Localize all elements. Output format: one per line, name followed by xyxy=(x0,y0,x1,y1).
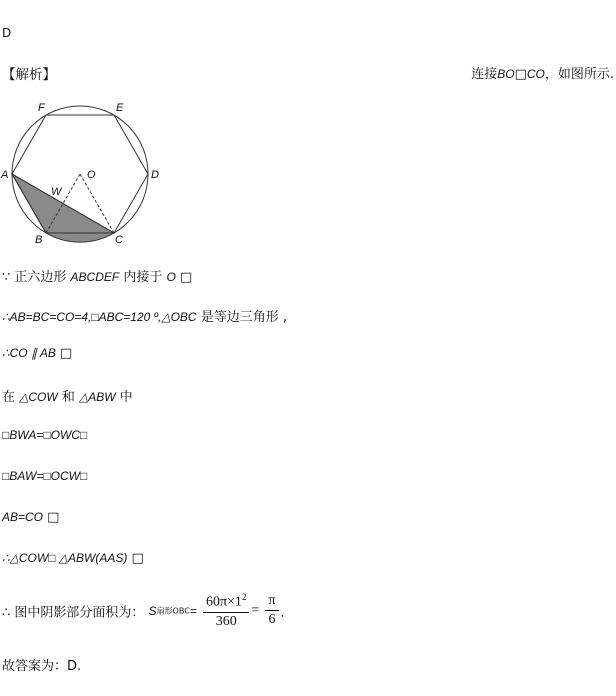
math-l3: ∴CO ∥ AB xyxy=(2,346,56,360)
math-abw: △ABW xyxy=(78,390,116,404)
answer-letter: D xyxy=(2,26,12,40)
text-l4-a: 在 xyxy=(2,390,20,405)
text-l8-end: □ xyxy=(127,551,144,566)
connect-text: 连接 xyxy=(471,67,498,82)
math-eq1: = xyxy=(189,603,197,618)
text-l7-end: □ xyxy=(43,510,60,525)
line-ab-co xyxy=(2,510,59,525)
label-a: A xyxy=(1,169,9,181)
fraction-area-numerator: $60\pi\times 1^2$ xyxy=(203,592,249,613)
text-l9-prefix: ∴ 图中阴影部分面积为： xyxy=(2,605,145,621)
text-l2: 是等边三角形 , xyxy=(196,310,287,325)
line-hexagon-inscribed xyxy=(2,266,192,285)
connect-box: □ xyxy=(514,67,527,82)
math-eq2: = xyxy=(251,602,260,618)
label-c: C xyxy=(115,234,123,246)
text-l4-b: 和 xyxy=(57,390,79,405)
math-s-subscript: 扇形OBC xyxy=(156,606,190,616)
text-l1-end: □ xyxy=(175,270,193,285)
label-d: D xyxy=(151,169,159,181)
fraction-result-numerator: π xyxy=(265,593,278,611)
label-o: O xyxy=(87,169,96,181)
math-l7: AB=CO xyxy=(2,510,44,524)
math-o: O xyxy=(166,270,176,284)
fraction-result-denominator: 6 xyxy=(268,612,276,628)
connect-seg1: BO xyxy=(497,67,515,81)
label-f: F xyxy=(38,102,45,114)
line-area xyxy=(2,592,294,630)
fraction-area xyxy=(203,592,249,630)
line-angle-bwa: □BWA=□OWC□ xyxy=(2,428,88,442)
text-l1-mid: 内接于 xyxy=(119,270,167,285)
line-congruent xyxy=(2,551,144,566)
math-cow: △COW xyxy=(19,390,58,404)
label-w: W xyxy=(51,186,62,198)
text-l9-end: ． xyxy=(280,605,294,621)
shaded-segment xyxy=(46,233,114,242)
analysis-heading: 【解析】 xyxy=(2,67,56,83)
connect-seg2: CO xyxy=(526,67,545,81)
line-triangles xyxy=(2,386,133,405)
line-equilateral xyxy=(2,306,287,325)
fraction-result xyxy=(265,593,278,628)
text-l3-end: □ xyxy=(55,346,73,361)
math-l2: ∴AB=BC=CO=4,□ABC=120 º,△OBC xyxy=(2,310,197,324)
connect-statement xyxy=(471,63,614,82)
math-abcdef: ABCDEF xyxy=(70,270,120,284)
hexagon-figure xyxy=(0,92,180,252)
line-final-answer: 故答案为：D. xyxy=(2,659,82,674)
fraction-area-denominator: 360 xyxy=(215,613,237,629)
math-s: S xyxy=(148,603,157,618)
connect-tail: ，如图所示. xyxy=(544,67,614,82)
label-e: E xyxy=(116,102,124,114)
math-l8: ∴△COW□ △ABW(AAS) xyxy=(2,551,128,565)
label-b: B xyxy=(35,234,43,246)
text-l1-prefix: ∵ 正六边形 xyxy=(2,270,71,285)
text-l4-c: 中 xyxy=(115,390,133,405)
line-parallel xyxy=(2,346,72,361)
line-angle-baw: □BAW=□OCW□ xyxy=(2,469,88,483)
